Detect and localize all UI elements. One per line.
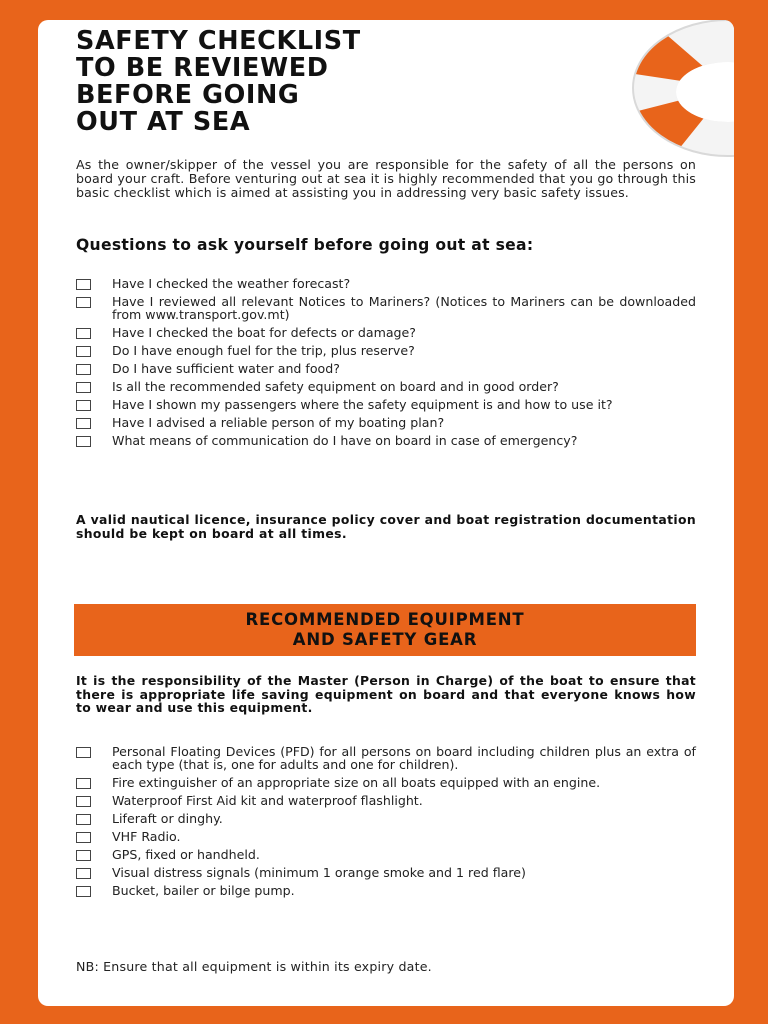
checklist-item — [74, 295, 696, 322]
checkbox-icon[interactable] — [76, 796, 91, 807]
questions-heading: Questions to ask yourself before going out at sea: — [76, 236, 534, 254]
checklist-item-label: Have I checked the weather forecast? — [112, 276, 351, 291]
title-line: BEFORE GOING — [76, 80, 300, 110]
checkbox-icon[interactable] — [76, 297, 91, 308]
checkbox-icon[interactable] — [76, 868, 91, 879]
checkbox-icon[interactable] — [76, 346, 91, 357]
checkbox-icon[interactable] — [76, 400, 91, 411]
equipment-banner — [74, 604, 696, 656]
checkbox-icon[interactable] — [76, 814, 91, 825]
checkbox-icon[interactable] — [76, 436, 91, 447]
checkbox-icon[interactable] — [76, 832, 91, 843]
checklist-item — [74, 326, 696, 339]
equipment-checklist — [74, 745, 696, 902]
checkbox-icon[interactable] — [76, 850, 91, 861]
checklist-item-label: VHF Radio. — [112, 829, 181, 845]
checklist-item — [74, 434, 696, 447]
intro-paragraph: As the owner/skipper of the vessel you are responsible for the safety of all the persons on board your craft. Before venturing out at sea it is highly recommended that you go through this basic checklist which is aimed at assisting you in addressing very basic safety issues. — [76, 157, 696, 200]
checklist-item — [74, 380, 696, 393]
checklist-item-label: Have I checked the boat for defects or damage? — [112, 325, 416, 341]
checklist-item-label: Have I reviewed all relevant Notices to Mariners? (Notices to Mariners can be downloaded from www.transport.gov.mt) — [112, 293, 696, 323]
checkbox-icon[interactable] — [76, 778, 91, 789]
banner-line: AND SAFETY GEAR — [292, 630, 478, 649]
checklist-item — [74, 416, 696, 429]
checkbox-icon[interactable] — [76, 364, 91, 375]
checklist-item — [74, 866, 696, 879]
title-line: TO BE REVIEWED — [76, 53, 329, 83]
checklist-item — [74, 848, 696, 861]
checkbox-icon[interactable] — [76, 886, 91, 897]
checklist-item — [74, 794, 696, 807]
checklist-item-label: Have I shown my passengers where the safety equipment is and how to use it? — [112, 396, 613, 412]
checklist-item-label: GPS, fixed or handheld. — [112, 846, 260, 862]
licence-notice: A valid nautical licence, insurance policy cover and boat registration documentation should be kept on board at all times. — [76, 512, 696, 541]
banner-line: RECOMMENDED EQUIPMENT — [245, 610, 525, 629]
page-title — [76, 28, 596, 136]
checklist-item-label: Do I have sufficient water and food? — [112, 361, 340, 377]
checklist-item — [74, 776, 696, 789]
checklist-card — [38, 20, 734, 1006]
checklist-item-label: Fire extinguisher of an appropriate size on all boats equipped with an engine. — [112, 775, 601, 791]
checklist-item-label: Have I advised a reliable person of my boating plan? — [112, 414, 445, 430]
checkbox-icon[interactable] — [76, 382, 91, 393]
checkbox-icon[interactable] — [76, 328, 91, 339]
checklist-item — [74, 884, 696, 897]
checklist-item — [74, 344, 696, 357]
checklist-item-label: Visual distress signals (minimum 1 orange smoke and 1 red flare) — [112, 864, 526, 880]
checklist-item — [74, 812, 696, 825]
checklist-item-label: Waterproof First Aid kit and waterproof flashlight. — [112, 793, 423, 809]
checklist-item — [74, 362, 696, 375]
questions-checklist — [74, 277, 696, 452]
checklist-item-label: Do I have enough fuel for the trip, plus reserve? — [112, 343, 415, 359]
checkbox-icon[interactable] — [76, 418, 91, 429]
checkbox-icon[interactable] — [76, 279, 91, 290]
checklist-item-label: Bucket, bailer or bilge pump. — [112, 882, 295, 898]
responsibility-paragraph: It is the responsibility of the Master (Person in Charge) of the boat to ensure that there is appropriate life saving equipment on board and that everyone knows how to wear and use this equipment. — [76, 673, 696, 715]
checklist-item — [74, 398, 696, 411]
checklist-item-label: Liferaft or dinghy. — [112, 811, 223, 827]
title-line: OUT AT SEA — [76, 107, 251, 137]
checklist-item-label: Personal Floating Devices (PFD) for all persons on board including children plus an extra of each type (that is, one for adults and one for children). — [112, 744, 696, 773]
nb-note: NB: Ensure that all equipment is within its expiry date. — [76, 959, 432, 974]
checklist-item — [74, 277, 696, 290]
checklist-item-label: What means of communication do I have on board in case of emergency? — [112, 432, 578, 448]
checklist-item-label: Is all the recommended safety equipment on board and in good order? — [112, 378, 559, 394]
checkbox-icon[interactable] — [76, 747, 91, 758]
life-ring-icon — [598, 20, 734, 170]
checklist-item — [74, 745, 696, 772]
checklist-item — [74, 830, 696, 843]
title-line: SAFETY CHECKLIST — [76, 26, 361, 56]
